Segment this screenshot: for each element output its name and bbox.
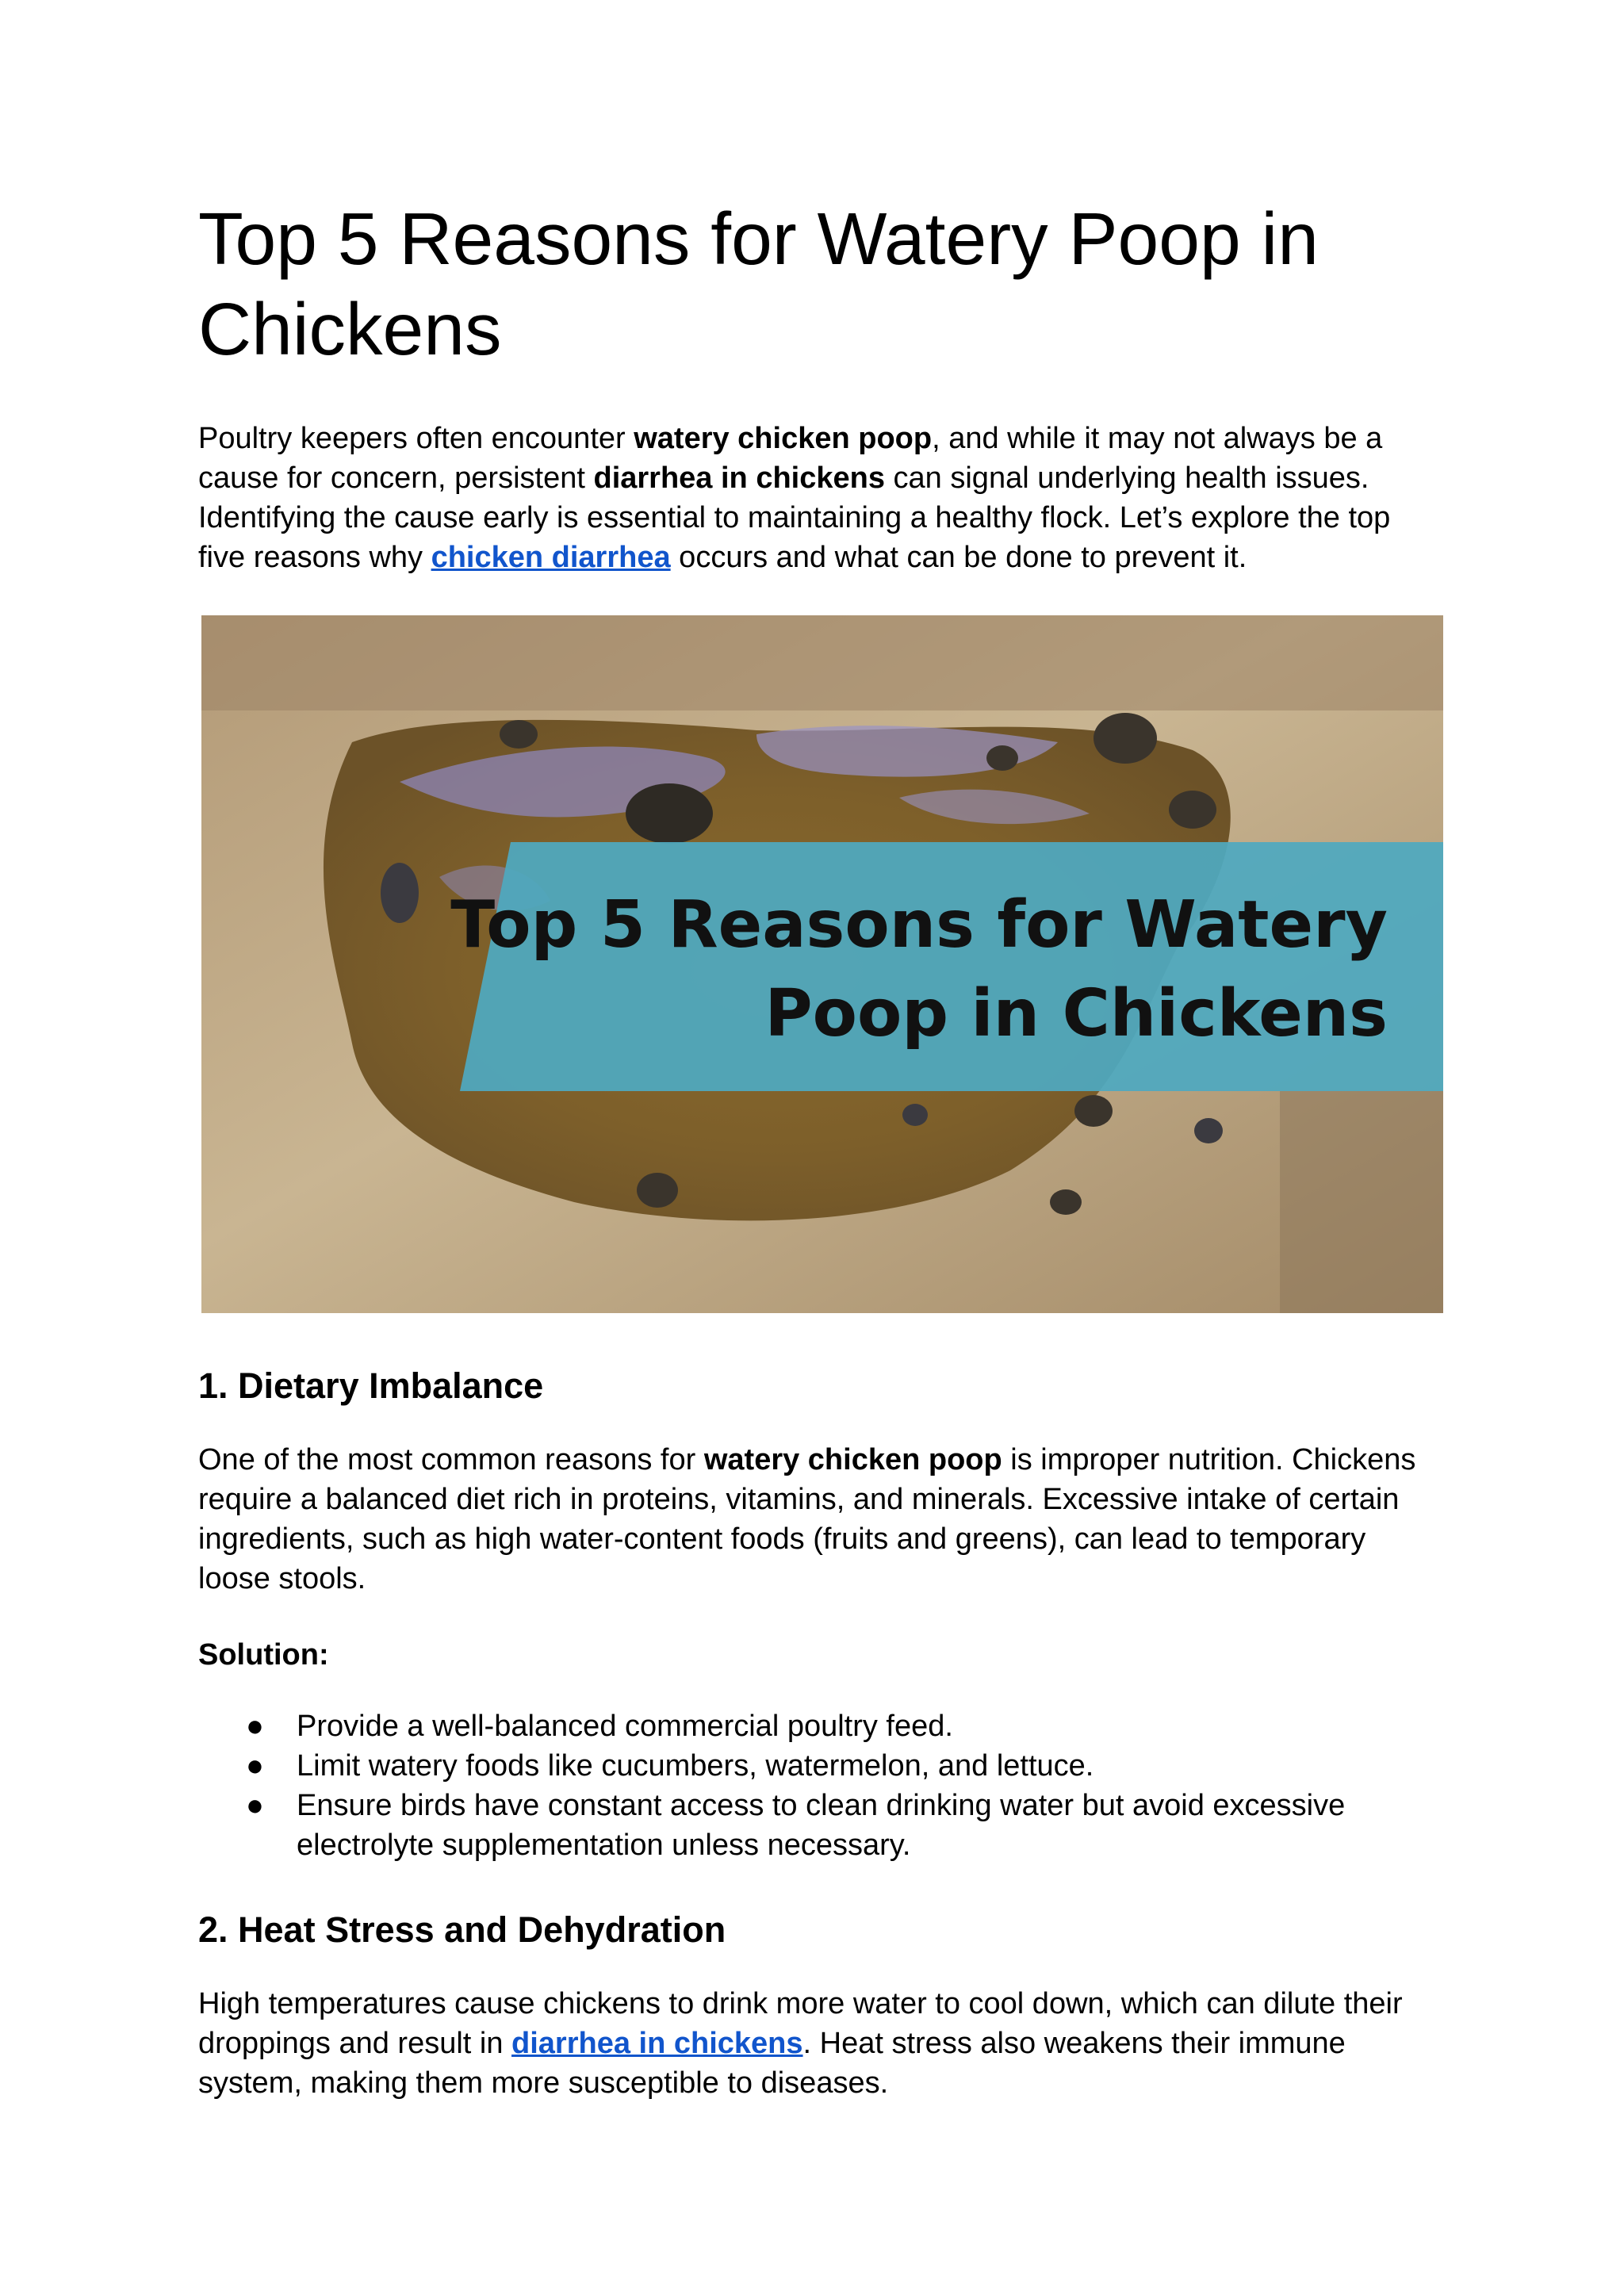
banner-title-line1: Top 5 Reasons for Watery — [450, 887, 1388, 963]
intro-text: can signal underlying health issues. Identifying the cause early is essential to maintaining a healthy flock. Let’s explore the top five reasons why — [198, 461, 1391, 574]
paragraph-text: High temperatures cause chickens to drink more water to cool down, which can dilute their droppings and result in — [198, 1987, 1403, 2060]
list-item-text: Provide a well-balanced commercial poultry feed. — [297, 1710, 953, 1743]
list-item — [198, 1786, 1443, 1865]
hero-image-graphic — [201, 615, 1443, 1313]
banner-shape — [460, 842, 1443, 1091]
chicken-diarrhea-link[interactable]: chicken diarrhea — [431, 541, 671, 574]
list-item-text: Limit watery foods like cucumbers, watermelon, and lettuce. — [297, 1749, 1094, 1783]
solution-label: Solution: — [198, 1638, 329, 1672]
list-item-text: Ensure birds have constant access to clean drinking water but avoid excessive electrolyte supplementation unless necessary. — [297, 1789, 1346, 1862]
bullet-icon: ● — [246, 1789, 264, 1822]
intro-text: Poultry keepers often encounter — [198, 422, 634, 455]
paragraph-text: . Heat stress also weakens their immune system, making them more susceptible to diseases. — [198, 2027, 1346, 2100]
intro-paragraph — [198, 419, 1443, 577]
solution-list — [198, 1706, 1443, 1865]
paragraph-text: One of the most common reasons for — [198, 1443, 704, 1476]
diarrhea-in-chickens-link[interactable]: diarrhea in chickens — [511, 2027, 803, 2060]
heat-stress-paragraph — [198, 1984, 1443, 2103]
list-item — [198, 1746, 1443, 1786]
intro-text: , and while it may not always be a cause for concern, persistent — [198, 422, 1383, 495]
intro-bold-diarrhea: diarrhea in chickens — [593, 461, 885, 495]
list-item — [198, 1706, 1443, 1746]
hero-image — [201, 615, 1443, 1313]
paragraph-text: is improper nutrition. Chickens require a balanced diet rich in proteins, vitamins, and minerals. Excessive intake of certain ingredients, such as high water-content foods (fruits and greens), can lead to temporary loose stools. — [198, 1443, 1416, 1595]
banner-title-line2: Poop in Chickens — [764, 976, 1388, 1051]
bullet-icon: ● — [246, 1749, 264, 1783]
bold-watery-poop: watery chicken poop — [703, 1443, 1002, 1476]
page-title: Top 5 Reasons for Watery Poop in Chickens — [198, 197, 1319, 370]
intro-text: occurs and what can be done to prevent it. — [670, 541, 1247, 574]
dietary-imbalance-paragraph — [198, 1440, 1443, 1599]
section-heading-dietary-imbalance: 1. Dietary Imbalance — [198, 1365, 544, 1406]
intro-bold-watery-poop: watery chicken poop — [634, 422, 933, 455]
section-heading-heat-stress: 2. Heat Stress and Dehydration — [198, 1909, 726, 1950]
bullet-icon: ● — [246, 1710, 264, 1743]
